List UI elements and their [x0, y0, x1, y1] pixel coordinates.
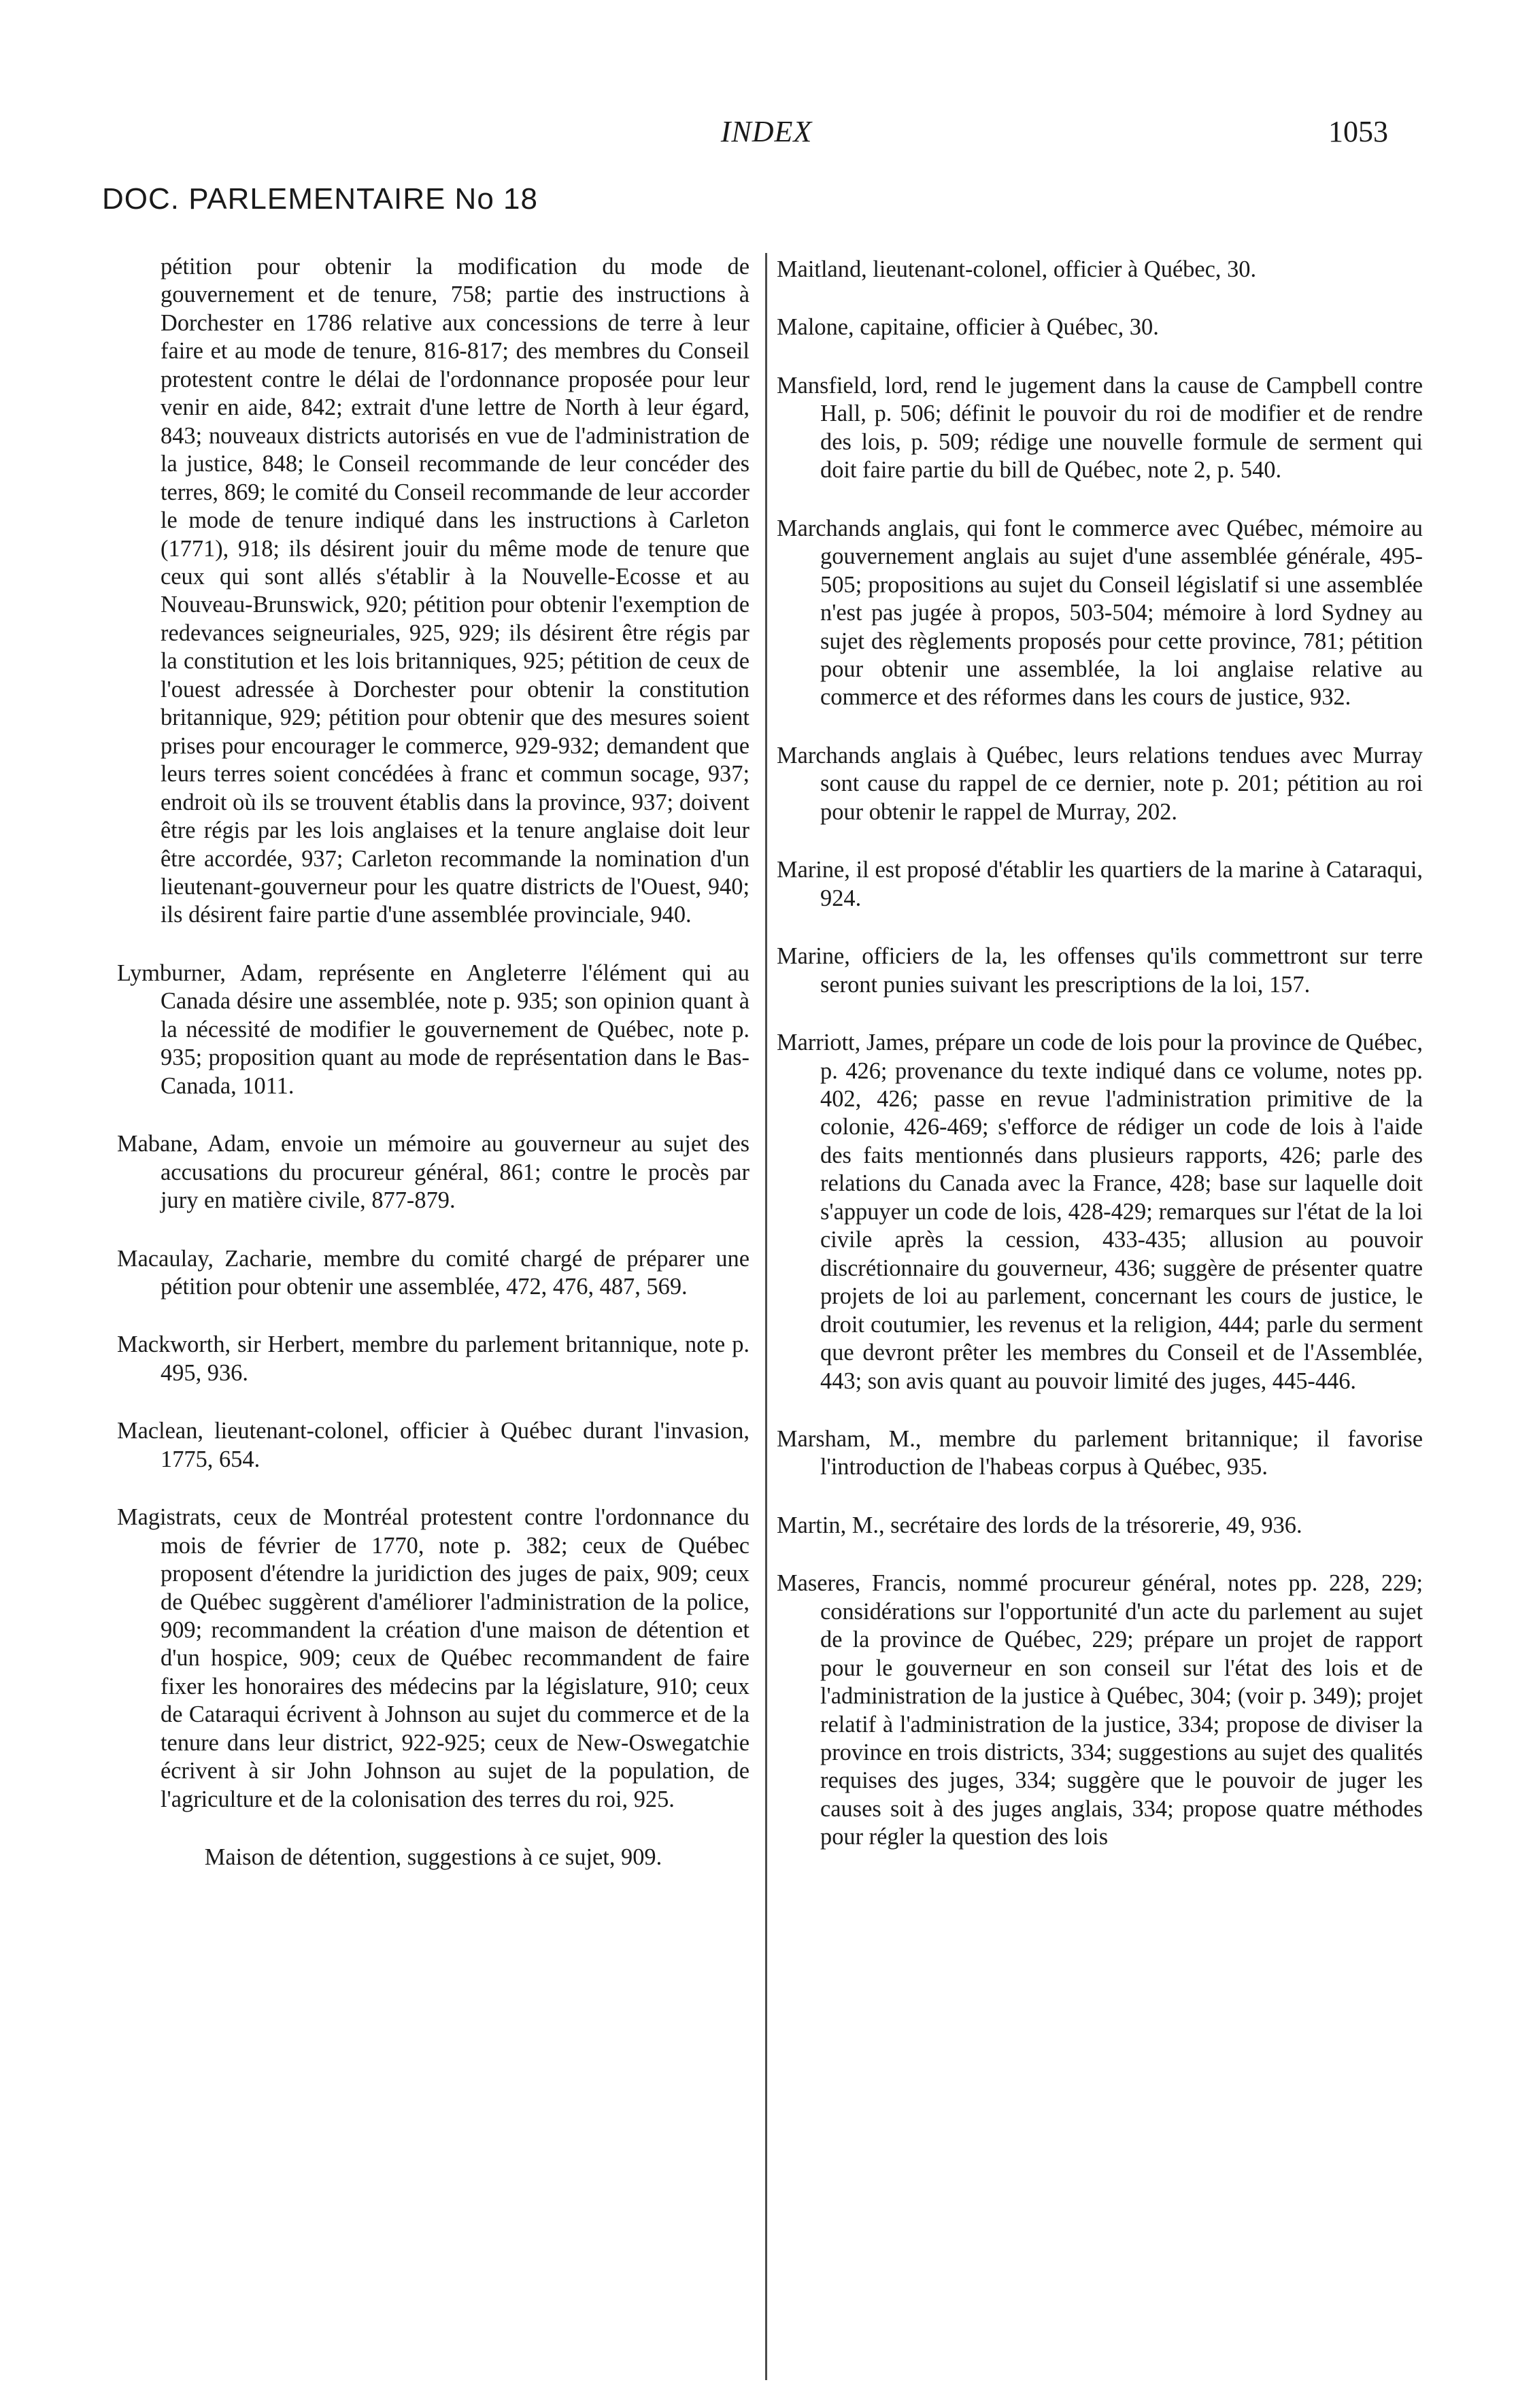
index-entry: pétition pour obtenir la modification du mode de gouvernement et de tenure, 758; partie des instructions à Dorchester en 1786 relative aux concessions de terre à leur faire et au mode de tenure, 816-817; des membres du Conseil protestent contre le délai de l'ordonnance proposée pour leur venir en aide, 842; extrait d'une lettre de North à leur égard, 843; nouveaux districts autorisés en vue de l'administration de la justice, 848; le Conseil recommande de leur concéder des terres, 869; le comité du Conseil recommande de leur accorder le mode de tenure indiqué dans les instructions à Carleton (1771), 918; ils désirent jouir du même mode de tenure que ceux qui sont allés s'établir à la Nouvelle-Ecosse et au Nouveau-Brunswick, 920; pétition pour obtenir l'exemption de redevances seigneuriales, 925, 929; ils désirent être régis par la constitution et les lois britanniques, 925; pétition de ceux de l'ouest adressée à Dorchester pour obtenir la constitution britannique, 929; pétition pour obtenir que des mesures soient prises pour encourager le commerce, 929-932; demandent que leurs terres soient concédées à franc et commun socage, 937; endroit où ils se trouvent établis dans la province, 937; doivent être régis par les lois anglaises et la tenure anglaise doit leur être accordée, 937; Carleton recommande la nomination d'un lieutenant-gouverneur pour les quatre districts de l'Ouest, 940; ils désirent faire partie d'une assemblée provinciale, 940. [161, 254, 749, 928]
index-entry: Maison de détention, suggestions à ce sujet, 909. [204, 1844, 662, 1871]
index-entry: Marine, il est proposé d'établir les quartiers de la marine à Cataraqui, 924. [777, 857, 1423, 911]
index-entry: Marsham, M., membre du parlement britannique; il favorise l'introduction de l'habeas corpus à Québec, 935. [777, 1425, 1423, 1480]
index-entry: Mabane, Adam, envoie un mémoire au gouverneur au sujet des accusations du procureur général, 861; contre le procès par jury en matière civile, 877-879. [117, 1131, 749, 1214]
index-entry: Martin, M., secrétaire des lords de la trésorerie, 49, 936. [777, 1512, 1302, 1538]
right-column [777, 256, 1423, 1882]
index-entry: Maclean, lieutenant-colonel, officier à Québec durant l'invasion, 1775, 654. [117, 1418, 749, 1472]
left-column [117, 253, 749, 1902]
index-entry: Mackworth, sir Herbert, membre du parlement britannique, note p. 495, 936. [117, 1332, 749, 1386]
index-entry: Maitland, lieutenant-colonel, officier à Québec, 30. [777, 256, 1257, 282]
index-entry: Magistrats, ceux de Montréal protestent contre l'ordonnance du mois de février de 1770, note p. 382; ceux de Québec proposent d'étendre la juridiction des juges de paix, 909; ceux de Québec suggèrent d'améliorer l'administration de la police, 909; recommandent la création d'une maison de détention et d'un hospice, 909; ceux de Québec recommandent de faire fixer les honoraires des médecins par la législature, 910; ceux de Cataraqui écrivent à Johnson au sujet du commerce et de la tenure dans leur district, 922-925; ceux de New-Oswegatchie écrivent à sir John Johnson au sujet de la population, de l'agriculture et de la colonisation des terres du roi, 925. [117, 1504, 749, 1812]
column-divider [765, 253, 767, 2380]
index-entry: Maseres, Francis, nommé procureur général, notes pp. 228, 229; considérations sur l'opportunité d'un acte du parlement au sujet de la province de Québec, 229; prépare un projet de rapport pour le gouverneur en son conseil sur l'état des lois et de l'administration de la justice à Québec, 304; (voir p. 349); projet relatif à l'administration de la justice, 334; propose de diviser la province en trois districts, 334; suggestions au sujet des qualités requises des juges, 334; suggère que le pouvoir de juger les causes soit à des juges anglais, 334; propose quatre méthodes pour régler la question des lois [777, 1570, 1423, 1850]
index-entry: Malone, capitaine, officier à Québec, 30. [777, 314, 1159, 341]
index-entry: Marine, officiers de la, les offenses qu'ils commettront sur terre seront punies suivant les prescriptions de la loi, 157. [777, 943, 1423, 998]
running-title: INDEX [720, 115, 813, 148]
document-label: DOC. PARLEMENTAIRE No 18 [102, 182, 538, 216]
index-entry: Marchands anglais, qui font le commerce avec Québec, mémoire au gouvernement anglais au sujet d'une assemblée générale, 495-505; propositions au sujet du Conseil législatif si une assemblée n'est pas jugée à propos, 503-504; mémoire à lord Sydney au sujet des règlements proposés pour cette province, 781; pétition pour obtenir une assemblée, la loi anglaise relative au commerce et des réformes dans les cours de justice, 932. [777, 515, 1423, 711]
index-entry: Marriott, James, prépare un code de lois pour la province de Québec, p. 426; provenance du texte indiqué dans ce volume, notes pp. 402, 426; passe en revue l'administration primitive de la colonie, 426-469; s'efforce de rédiger un code de lois à l'aide des faits mentionnés dans plusieurs rapports, 426; parle des relations du Canada avec la France, 428; base sur laquelle doit s'appuyer un code de lois, 428-429; remarques sur l'état de la loi civile après la cession, 433-435; allusion au pouvoir discrétionnaire du gouverneur, 436; suggère de présenter quatre projets de loi au parlement, concernant les cours de justice, le droit coutumier, les revenus et la religion, 444; parle du serment que devront prêter les membres du Conseil et de l'Assemblée, 443; son avis quant au pouvoir limité des juges, 445-446. [777, 1030, 1423, 1394]
index-entry: Mansfield, lord, rend le jugement dans la cause de Campbell contre Hall, p. 506; définit le pouvoir du roi de modifier et de rendre des lois, p. 509; rédige une nouvelle formule de serment qui doit faire partie du bill de Québec, note 2, p. 540. [777, 372, 1423, 484]
page-number: 1053 [1328, 115, 1388, 148]
index-entry: Marchands anglais à Québec, leurs relations tendues avec Murray sont cause du rappel de ce dernier, note p. 201; pétition au roi pour obtenir le rappel de Murray, 202. [777, 742, 1423, 825]
index-entry: Macaulay, Zacharie, membre du comité chargé de préparer une pétition pour obtenir une assemblée, 472, 476, 487, 569. [117, 1245, 749, 1300]
index-entry: Lymburner, Adam, représente en Angleterre l'élément qui au Canada désire une assemblée, note p. 935; son opinion quant à la nécessité de modifier le gouvernement de Québec, note p. 935; proposition quant au mode de représentation dans le Bas-Canada, 1011. [117, 960, 749, 1099]
